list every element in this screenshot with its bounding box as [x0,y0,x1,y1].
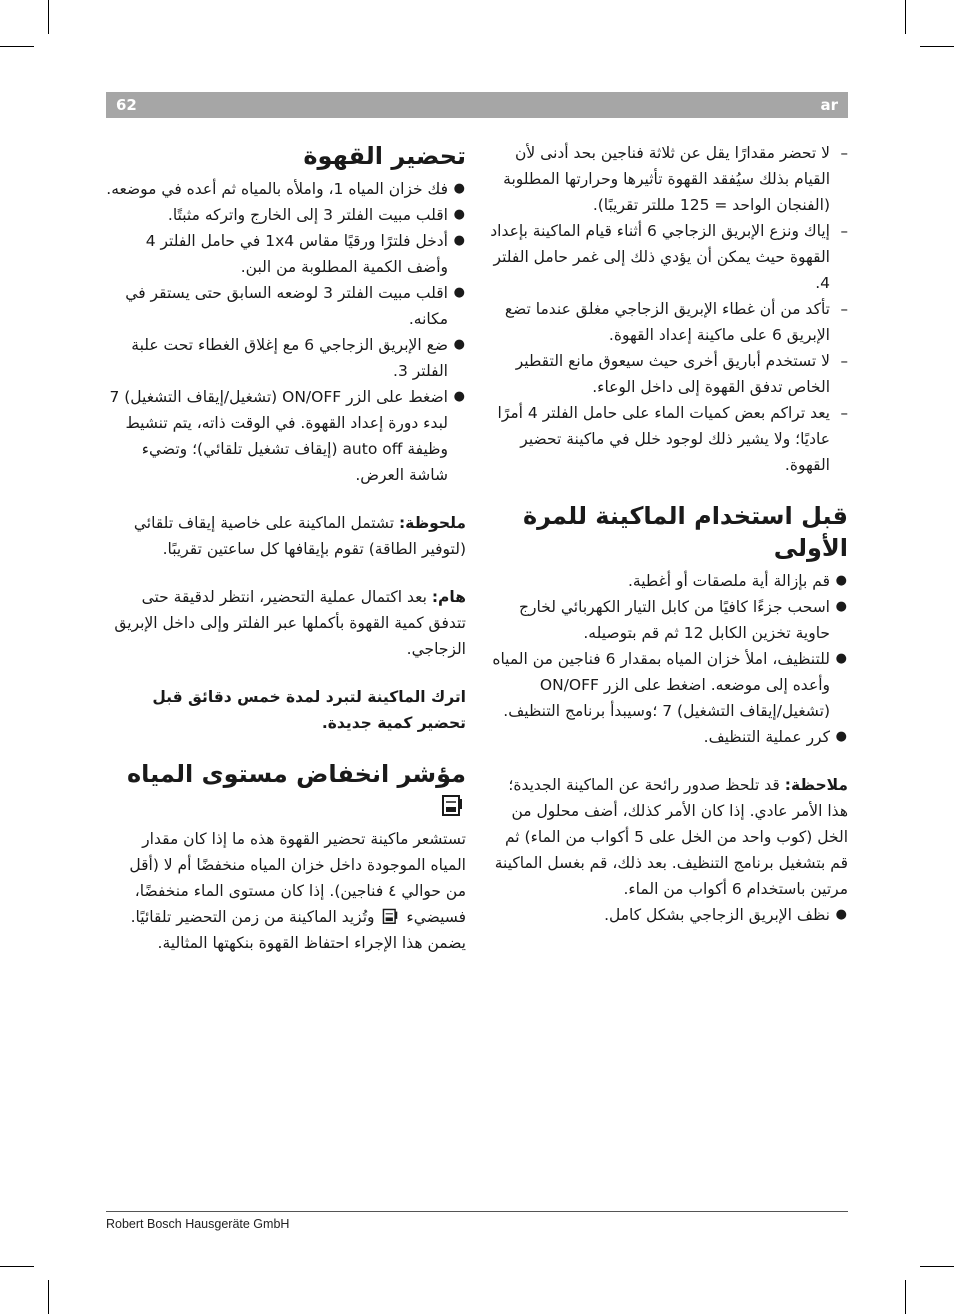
crop-mark [905,0,906,34]
first-use-list [490,568,848,750]
list-item: ● قم بإزالة أية ملصقات أو أغطية. [490,568,848,594]
list-item: ● للتنظيف، املأ خزان المياه بمقدار 6 فناجين من المياه وأعده إلى موضعه. اضغط على الزر ON/OFF (تشغيل/إيقاف التشغيل) 7 ؛وسيبدأ برنامج التنظيف. [490,646,848,724]
footer-company-name: Robert Bosch Hausgeräte GmbH [106,1217,290,1231]
dash-marker: – [840,404,848,422]
crop-mark [48,1280,49,1314]
dash-marker: – [840,144,848,162]
section-heading-first-use: قبل استخدام الماكينة للمرة الأولى [522,502,848,562]
right-column [490,140,848,928]
section-heading-water-indicator: مؤشر انخفاض مستوى المياه [106,758,466,822]
dash-marker: – [840,300,848,318]
crop-mark [0,46,34,47]
important-label: هام: [431,588,466,606]
note-text: تشتمل الماكينة على خاصية إيقاف تلقائي (لتوفير الطاقة) تقوم بإيقافها كل ساعتين تقريبًا. [133,514,466,558]
precautions-list [490,140,848,478]
list-item: ● أدخل فلترًا ورقيًا مقاس 1x4 في حامل الفلتر 4 وأضف الكمية المطلوبة من البن. [106,228,466,280]
page-header-bar [106,92,848,118]
footer-divider [106,1211,848,1212]
list-item: ● كرر عملية التنظيف. [490,724,848,750]
brewing-steps-list [106,176,466,488]
page-number: 62 [116,96,137,114]
note-label: ملحوظة: [398,514,466,532]
list-item: ● اقلب مبيت الفلتر 3 لوضعه السابق حتى يستقر في مكانه. [106,280,466,332]
bullet-marker: ● [835,729,847,744]
list-item: – يعد تراكم بعض كميات الماء على حامل الفلتر 4 أمرًا عاديًا؛ ولا يشير ذلك لوجود خلل في ماكينة تحضير القهوة. [490,400,848,478]
indicator-paragraph: تستشعر ماكينة تحضير القهوة هذه ما إذا كان مقدار المياه الموجودة داخل خزان المياه منخفضًا أم لا (أقل من حوالي ٤ فناجين). إذا كان مستوى الماء منخفضًا، فسيضيء وتُزيد الماكينة من زمن التحضير تلقائيًا. يضمن هذا الإجراء احتفاظ القهوة بنكهتها المثالية. [129,830,466,952]
list-item: ● ضع الإبريق الزجاجي 6 مع إغلاق الغطاء تحت علبة الفلتر 3. [106,332,466,384]
crop-mark [0,1266,34,1267]
bullet-marker: ● [453,337,465,352]
bullet-marker: ● [835,573,847,588]
water-tank-icon [441,793,463,817]
crop-mark [920,1266,954,1267]
crop-mark [920,46,954,47]
bullet-marker: ● [835,599,847,614]
important-paragraph [106,584,466,662]
left-column [106,140,466,956]
bullet-marker: ● [453,207,465,222]
list-item: ● نظف الإبريق الزجاجي بشكل كامل. [490,902,848,928]
crop-mark [48,0,49,34]
list-item: ● اضغط على الزر ON/OFF (تشغيل/إيقاف التشغيل) 7 لبدء دورة إعداد القهوة. في الوقت ذاته، يتم تنشيط وظيفة auto off (إيقاف تشغيل تلقائي)؛ وتضيء شاشة العرض. [106,384,466,488]
bullet-marker: ● [835,651,847,666]
bullet-marker: ● [453,389,465,404]
bullet-marker: ● [453,285,465,300]
cleanup-list [490,902,848,928]
crop-mark [905,1280,906,1314]
list-item: ● اقلب مبيت الفلتر 3 إلى الخارج واتركه مثبتًا. [106,202,466,228]
list-item: – إياك ونزع الإبريق الزجاجي 6 أثناء قيام الماكينة بإعداد القهوة حيث يمكن أن يؤدي ذلك إلى غمر حامل الفلتر 4. [490,218,848,296]
important-text: بعد اكتمال عملية التحضير، انتظر لدقيقة حتى تتدفق كمية القهوة بأكملها عبر الفلتر وإلى داخل الإبريق الزجاجي. [114,588,466,658]
note-text: قد تلحظ صدور رائحة عن الماكينة الجديدة؛ هذا الأمر عادي. إذا كان الأمر كذلك، أضف محلول من الخل (كوب واحد من الخل على 5 أكواب من الماء) ثم قم بتشغيل برنامج التنظيف. بعد ذلك، قم بغسل الماكينة مرتين باستخدام 6 أكواب من الماء. [494,776,848,898]
water-tank-icon [382,907,398,925]
list-item: – تأكد من أن غطاء الإبريق الزجاجي مغلق عندما تضع الإبريق 6 على ماكينة إعداد القهوة. [490,296,848,348]
bullet-marker: ● [453,233,465,248]
bullet-marker: ● [835,907,847,922]
list-item: – لا تستخدم أباريق أخرى حيث سيعوق مانع التقطير الخاص تدفق القهوة إلى داخل الوعاء. [490,348,848,400]
section-heading-brewing: تحضير القهوة [303,142,466,170]
dash-marker: – [840,222,848,240]
note-label: ملاحظة: [784,776,848,794]
list-item: – لا تحضر مقدارًا يقل عن ثلاثة فناجين بحد أدنى لأن القيام بذلك سيُفقد القهوة تأثيرها وحرارتها المطلوبة (الفنجان الواحد = 125 مللتر تقريبًا). [490,140,848,218]
cool-down-notice: اترك الماكينة لتبرد لمدة خمس دقائق قبل تحضير كمية جديدة. [152,688,466,732]
language-code: ar [820,96,838,114]
bullet-marker: ● [453,181,465,196]
list-item: ● فك خزان المياه 1، واملأه بالمياه ثم أعده في موضعه. [106,176,466,202]
dash-marker: – [840,352,848,370]
list-item: ● اسحب جزءًا كافيًا من كابل التيار الكهربائي لخارج حاوية تخزين الكابل 12 ثم قم بتوصيله. [490,594,848,646]
note-paragraph [490,772,848,902]
note-paragraph [106,510,466,562]
